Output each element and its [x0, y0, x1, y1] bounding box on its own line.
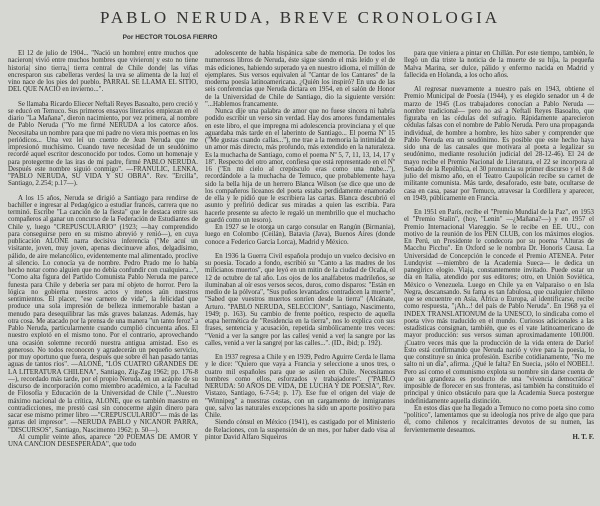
article-paragraph: Al cumplir veinte años, aparece "20 POEMAS DE AMOR Y UNA CANCION DESESPERADA", que todo — [8, 433, 198, 448]
article-paragraph: Al regresar nuevamente a nuestro país en 1943, obtiene el Premio Municipal de Poesía (1944), y es elegido senador un 4 de marzo de 1945 (Los trabajadores conocían a Pablo Neruda —nombre tradicional— pero no así a Neftalí Reyes Basoalto, que figuraba en las cédulas del sufragio. Rápidamente aparecieron cédulas falsas con el nombre de Pablo Neruda. Pero una propaganda individual, de hombre a hombre, les hizo saber y comprender que Pablo Neruda era un seudónimo. Es posible que este hecho haya sido una de las causales que motivara al poeta a legalizar su seudónimo, mediante resolución judicial del 28-12-46). El 24 de mayo recibe el Premio Nacional de Literatura, el 22 se incorpora al Senado de la República, el 30 pronuncia su primer discurso y el 8 de julio del mismo año, en el Teatro Caupolicán recibe su carnet de militante comunista. Más tarde, desaforado, este bate, ocultarse de casa en casa, pasar por Temuco, atravesar la Cordillera y aparecer, en 1949, públicamente en Francia. — [404, 86, 594, 202]
article-paragraph: A los 15 años, Neruda se dirigió a Santiago para rendirse de bachiller e ingresar al Pedagógico a estudiar francés, carrera que no terminó. Escribe "La canción de la fiesta" que le destaca entre sus compañeros al ganar un concurso de la Federación de Estudiantes de Chile y, luego "CREPUSCULARIO" (1923; —hay comprendido para conseguirse pero en su mismo abrevió y renió—), en cuya publicación ALONE narra decisiva inferencia ("Me acuí un visitante, joven, muy joven, apenas diecinueve años, delgadísimo, pálido, de aire melancólico, evidentemente mal alimentado, proclive al silencio. Lo conocía ya de nombre. Pedro Prado me lo había hecho notar como alguien que no debía confundir con cualquiera...", "Como alta figura del Partido Comunista Pablo Neruda me parece funesta para Chile y debería ser para mí objeto de horror. Pero la lógica no gobierna nuestros actos y menos aún nuestros sentimientos. El placer, "ese carnero de vida", la felicidad que produce una sola impresión de belleza inmemorable bastan a menudo para desequilibrar las más graves balanzas. Además, hay otra cosa. Me atacado por la prensa de una manera "un tanto feroz" a Pablo Neruda, particularmente cuando cumplió cincuenta años. El nuestro explotó en el mismo tono. Por el contrario, aprovechando una ocasión solemne recordó nuestra antigua amistad. Eso es generoso. No todos reconocen y agradecerán un pequeño servicio, por muy oportuno que fuera, después que sobre él han pasado tantas aguas de tantos ríos". —ALONE, "LOS CUATRO GRANDES DE LA LITERATURA CHILENA", Santiago, Zig-Zag 1962; pp. 176-8—), recordado más tarde, por el propio Neruda, en un acápite de su discurso de incorporación como miembro académico, a la Facultad de Filosofía y Educación de la Universidad de Chile ("...Nuestro máximo nacional de la crítica, ALONE, que es también maestro en contradicciones, me prestó casi sin conocerme algún dinero para sacar ese mismo primer libro —"CREPUSCULARIO"— más de las garras del impresor". —NERUDA PABLO y NICANOR PARRA, "DISCURSOS", Santiago, Nascimento 1962; p. 50—). — [8, 194, 198, 434]
article-paragraph: El 12 de julio de 1904... "Nació un hombre| entre muchos que nacieron| vivió entre muchos hombres que vivieron| y esto no tiene historia| sino tierra,| tierra central de Chile donde| las viñas encresparon sus cabelleras verdes| la uva se alimenta de la luz| el vino nace de los pies del pueblo. PARRAL SE LLAMA EL SITIO, DEL QUE NACIO en invierno...". — [8, 50, 198, 94]
article-paragraph: En 1936 la Guerra Civil española produjo un vuelco decisivo en su poesía. Tocado a fondo, escribió su "Canto a las madres de los milicianos muertos", que leyó en un mitin de la ciudad de Ocaña, el 12 de octubre de tal año. Los ojos de los analfabetos madrileños, se iluminaban al oír esos versos secos, duros, como disparos: "Están en medio de la pólvora", "Sus puños levantados contradicen la muerte", "Sabed que vuestros muertos sonríen desde la tierra" (Alcánate, Arturo. "PABLO NERUDA, SELECCION", Santiago, Nascimento, 1949; p. 163). Su cambio de frente poético, respecto de aquella etapa hermética de "Residencia en la tierra", nos lo explica con sus frases, sentencia y acusación, repetida simbólicamente tres veces: "Venid a ver la sangre por las calles| venid a ver| la sangre por las calles, venid a ver la sangre| por las calles...". (ID., ibid; p. 192). — [205, 252, 395, 347]
article-paragraph: En 1927 se le otorga un cargo consular en Rangún (Birmania), luego en Colombo (Ceilán), Batavia (Java), Buenos Aires (donde conoce a Federico García Lorca), Madrid y México. — [205, 224, 395, 246]
column-3 — [404, 50, 594, 441]
article-title: PABLO NERUDA, BREVE CRONOLOGIA — [99, 8, 501, 27]
author-signature: H. T. F. — [572, 433, 594, 441]
article-paragraph: Se llamaba Ricardo Eliecer Neftalí Reyes Basoalto, pero creció y se educó en Temuco. Sus primeros ensayos literarios empiezan en el diario "La Mañana", dieron nacimiento, por vez primera, al nombre de Pablo Neruda ("Yo me firmé NERUDA a los catorce años. Necesitaba un nombre para que mi padre no viera mis poemas en los periódicos... Una vez leí un cuento de Jean Neruda que me impresionó muchísimo. Cuando tuve necesidad de un seudónimo recordé aquel escritor desconocido por todos. Como un homenaje y para protegerme de las iras de mi padre, firmé PABLO NERUDA. Después este nombre siguió conmigo". —FRANULIC, LENKA, "PABLO NERUDA, SU VIDA Y SU OBRA". Rev. "Ercilla", Santiago, 2.254; p.17—). — [8, 100, 198, 188]
article-byline: Por HECTOR TOLOSA FIERRO — [122, 34, 218, 41]
column-1 — [8, 50, 198, 448]
column-2 — [205, 50, 395, 441]
article-paragraph: para que viniera a pintar en Chillán. Por este tiempo, también, le llegó un día triste la noticia de la muerte de su hija, la pequeña Malva Marina, ser dulce, pálido y enfermo nacida en Madrid y fallecida en Holanda, a los ocho años. — [404, 50, 594, 79]
article-paragraph: adolescente de habla hispánica sabe de memoria. De todos los numerosos libros de Neruda, éste sigue siendo el más leído y el de más ediciones, habiendo superado ya en nuestro idioma, el millón de ejemplares. Sus versos equivalen al "Cantar de los Cantares" de la moderna poesía latinoamericana. ¿Quién los inspiró? En una de las seis conferencias que Neruda dictara en 1954, en el salón de Honor de la Universidad de Chile de Santiago, dio la siguiente versión: "...Hablemos francamente. — [205, 50, 395, 108]
article-paragraph: Nunca dije una palabra de amor que no fuese sincera ni habría podido escribir un verso sin verdad. Hay dos amores fundamentales en este libro, el que impregna mi adolescencia provinciana y el que aguardaba más tarde en el laberinto de Santiago... El poema Nº 15 ("Me gustas cuando callas..."), me trae a la memoria la intimidad de un amor más directo, más profundo, más extendido en la naturaleza. Es la muchacha de Santiago, como el poema Nº 5, 7, 11, 13, 14, 17 y 18". Respecto del otro amor, confiesa que está representado en el Nº 16 ("En mi cielo al crepúsculo eras como una nube..."), recordándole a la muchacha de Temuco, que probablemente haya sido la bella hija de un herrero Blanca Wilson (se dice que uno de los compañeros liceanos del poeta estaba perdidamente enamorado de ella y le pidió que le escribiera las cartas. Blanca descubrió el asunto y prefirió dedicar sus miradas a quien las escribía. Para hacerle presente su afecto le regaló un membrillo que el muchacho guardó como un tesoro). — [205, 108, 395, 224]
article-paragraph: Siendo cónsul en México (1941), es castigado por el Ministerio de Relaciones, con la suspensión de un mes, por haber dado visa al pintor David Alfaro Siqueiros — [205, 419, 395, 441]
article-paragraph: En 1951 en París, recibe el "Premio Mundial de la Paz", en 1953 el "Premio Stalin", (hoy, "Lenin" —¿Mañana?—) y en 1957 el Premio Internacional Viareggio. Se le recibe en EE. UU., con motivo de la reunión de los PEN CLUB, con los máximos elogios. En Perú, un Presidente le condecora por su poema "Alturas de Macchu Picchu". En Oxford se le nombra Dr. Honoris Causa. La Universidad de Concepción le concede el Premio ATENEA. Peter Lundqvist —miembro de la Academia Sueca— le dedica un panegírico elogio. Viaja, constantemente invitado. Puede estar un día en Italia, atendido por sus editores; otro, en Unión Soviética, México o Venezuela. Luego en Chile ya en Valparaíso o en Isla Negra, descansando. Su fama es tan fabulosa, que cualquier chileno que se encuentre en Asia, África o Europa, al identificarse, recibe como respuesta, "¡Ah...! del país de Pablo Neruda". En 1968 ya el INDEX TRANSLATIONUM de la UNESCO, lo sindicaba como el poeta vivo más traducido en el mundo. Curiosos adicionales a las estadísticas consignan, también, que es el vate latinoamericano de mayor producción: sus versos suman aproximadamente 100.000. ¡Cuatro veces más que la producción de la vida entera de Darío! Esto está confirmando que Neruda nació y vive para la poesía, lo que constituye su única profesión. Escribe cotidianamente, "No me salto ni un día", afirma. ¿Qué le falta? En Suecia, ¡sólo el NOBEL!. Pero así como el comunismo explota su nombre sin darse cuenta de que su grandeza es producto de una "vivencia democrática" imposible de florecer en sus fronteras, así también ha constituido el principal y único obstáculo para que la Academia Sueca postergue indefinidamente aquella distinción. — [404, 209, 594, 405]
article-paragraph: En estos días que ha llegado a Temuco no como poeta sino como "político", lamentamos que su ideología nos prive de algo que para él, como chilenos y recalcitrantes devotos de su numen, las fervientemente deseamos. — [404, 404, 594, 434]
article-paragraph: En 1937 regresa a Chile y en 1939, Pedro Aguirre Cerda le llama y le dice: "Quiero que vaya a Francia y seleccione a unos tres, o cuatro mil españoles para que se asilen en Chile. Necesitamos hombres como ellos, esforzados y trabajadores". ("PABLO NERUDA: 50 AÑOS DE VIDA, DE LUCHA Y DE POESIA", Rev. Vistazo, Santiago, 6-7-54; p. 17). Ese fue el origen del viaje de "Winnipeg" a nuestras costas, con un cargamento de inmigrantes que, salvo las naturales excepciones ha sido un aporte positivo para Chile. — [205, 354, 395, 419]
